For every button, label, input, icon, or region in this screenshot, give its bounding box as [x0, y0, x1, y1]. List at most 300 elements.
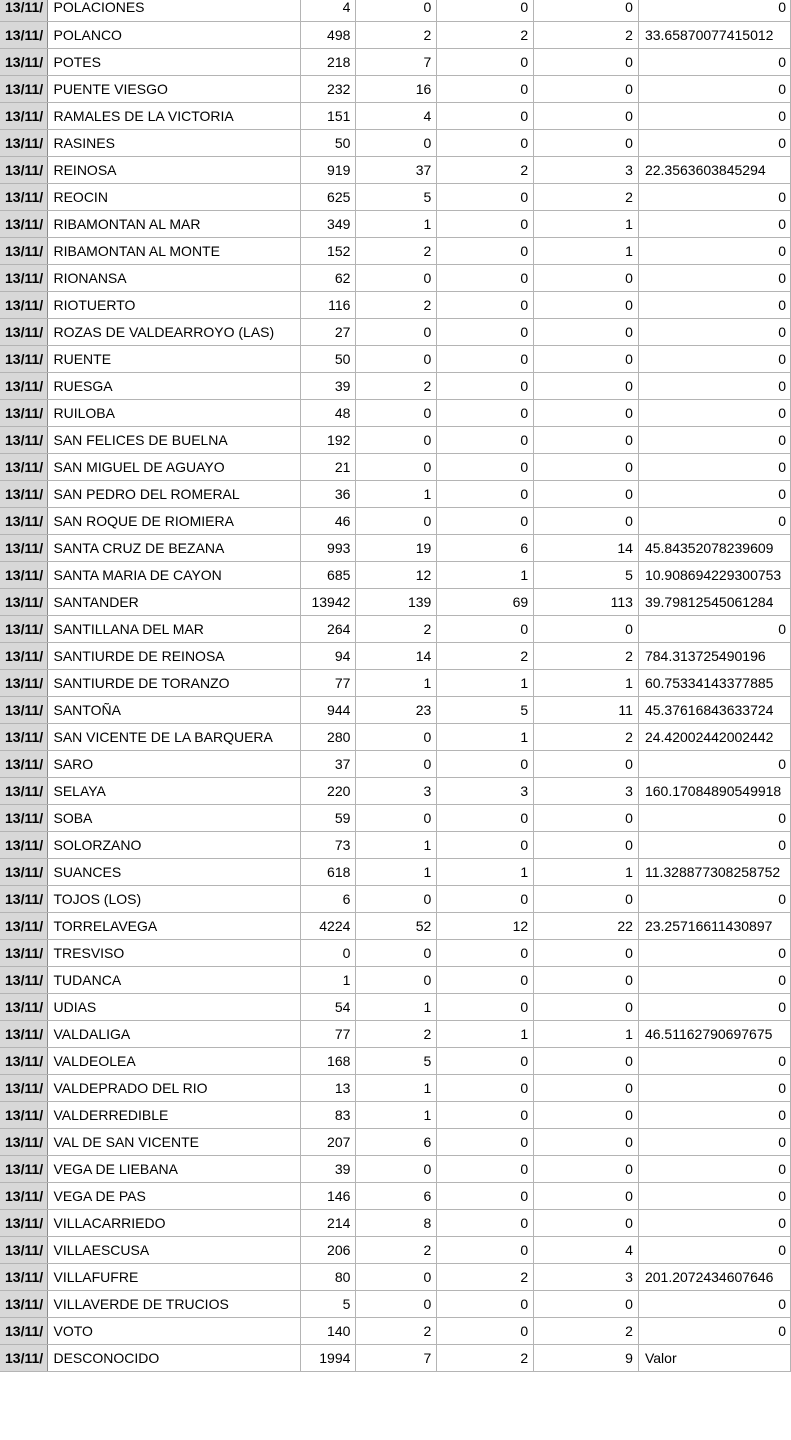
date-cell[interactable]: 13/11/ [0, 426, 48, 453]
rate-cell[interactable]: 0 [638, 507, 790, 534]
value-cell[interactable]: 0 [534, 129, 639, 156]
value-cell[interactable]: 2 [437, 642, 534, 669]
municipality-cell[interactable]: TUDANCA [48, 966, 301, 993]
value-cell[interactable]: 0 [356, 804, 437, 831]
municipality-cell[interactable]: POTES [48, 48, 301, 75]
value-cell[interactable]: 2 [534, 723, 639, 750]
value-cell[interactable]: 1 [534, 237, 639, 264]
municipality-cell[interactable]: VOTO [48, 1317, 301, 1344]
municipality-cell[interactable]: RIBAMONTAN AL MAR [48, 210, 301, 237]
value-cell[interactable]: 0 [437, 426, 534, 453]
rate-cell[interactable]: 0 [638, 885, 790, 912]
value-cell[interactable]: 77 [301, 1020, 356, 1047]
rate-cell[interactable]: 0 [638, 480, 790, 507]
value-cell[interactable]: 2 [356, 291, 437, 318]
value-cell[interactable]: 220 [301, 777, 356, 804]
value-cell[interactable]: 3 [534, 777, 639, 804]
value-cell[interactable]: 0 [534, 615, 639, 642]
municipality-cell[interactable]: VILLACARRIEDO [48, 1209, 301, 1236]
value-cell[interactable]: 69 [437, 588, 534, 615]
value-cell[interactable]: 0 [437, 615, 534, 642]
value-cell[interactable]: 39 [301, 1155, 356, 1182]
date-cell[interactable]: 13/11/ [0, 183, 48, 210]
value-cell[interactable]: 0 [534, 804, 639, 831]
date-cell[interactable]: 13/11/ [0, 966, 48, 993]
municipality-cell[interactable]: VAL DE SAN VICENTE [48, 1128, 301, 1155]
date-cell[interactable]: 13/11/ [0, 48, 48, 75]
municipality-cell[interactable]: RIONANSA [48, 264, 301, 291]
value-cell[interactable]: 52 [356, 912, 437, 939]
value-cell[interactable]: 3 [437, 777, 534, 804]
municipality-cell[interactable]: SUANCES [48, 858, 301, 885]
value-cell[interactable]: 146 [301, 1182, 356, 1209]
municipality-cell[interactable]: RAMALES DE LA VICTORIA [48, 102, 301, 129]
rate-cell[interactable]: 0 [638, 1128, 790, 1155]
value-cell[interactable]: 0 [356, 399, 437, 426]
rate-cell[interactable]: 0 [638, 75, 790, 102]
rate-cell[interactable]: 0 [638, 993, 790, 1020]
value-cell[interactable]: 1 [534, 669, 639, 696]
rate-cell[interactable]: 0 [638, 237, 790, 264]
rate-cell[interactable]: 0 [638, 318, 790, 345]
value-cell[interactable]: 2 [534, 1317, 639, 1344]
value-cell[interactable]: 0 [437, 183, 534, 210]
date-cell[interactable]: 13/11/ [0, 372, 48, 399]
municipality-cell[interactable]: SARO [48, 750, 301, 777]
rate-cell[interactable]: 22.3563603845294 [638, 156, 790, 183]
municipality-cell[interactable]: POLANCO [48, 21, 301, 48]
municipality-cell[interactable]: REOCIN [48, 183, 301, 210]
value-cell[interactable]: 4 [301, 0, 356, 21]
rate-cell[interactable]: Valor [638, 1344, 790, 1371]
value-cell[interactable]: 0 [356, 345, 437, 372]
value-cell[interactable]: 16 [356, 75, 437, 102]
value-cell[interactable]: 1 [356, 210, 437, 237]
value-cell[interactable]: 206 [301, 1236, 356, 1263]
rate-cell[interactable]: 201.2072434607646 [638, 1263, 790, 1290]
value-cell[interactable]: 1 [356, 1101, 437, 1128]
value-cell[interactable]: 37 [301, 750, 356, 777]
value-cell[interactable]: 0 [356, 0, 437, 21]
rate-cell[interactable]: 0 [638, 372, 790, 399]
value-cell[interactable]: 218 [301, 48, 356, 75]
municipality-cell[interactable]: SANTANDER [48, 588, 301, 615]
rate-cell[interactable]: 0 [638, 48, 790, 75]
value-cell[interactable]: 0 [534, 1290, 639, 1317]
date-cell[interactable]: 13/11/ [0, 561, 48, 588]
rate-cell[interactable]: 0 [638, 831, 790, 858]
rate-cell[interactable]: 0 [638, 750, 790, 777]
value-cell[interactable]: 944 [301, 696, 356, 723]
municipality-cell[interactable]: VALDEOLEA [48, 1047, 301, 1074]
value-cell[interactable]: 0 [356, 264, 437, 291]
date-cell[interactable]: 13/11/ [0, 885, 48, 912]
rate-cell[interactable]: 60.75334143377885 [638, 669, 790, 696]
date-cell[interactable]: 13/11/ [0, 399, 48, 426]
value-cell[interactable]: 0 [534, 48, 639, 75]
value-cell[interactable]: 2 [437, 1263, 534, 1290]
rate-cell[interactable]: 0 [638, 345, 790, 372]
value-cell[interactable]: 2 [356, 372, 437, 399]
municipality-cell[interactable]: SOBA [48, 804, 301, 831]
date-cell[interactable]: 13/11/ [0, 1263, 48, 1290]
value-cell[interactable]: 0 [437, 399, 534, 426]
value-cell[interactable]: 1 [437, 723, 534, 750]
municipality-cell[interactable]: SANTOÑA [48, 696, 301, 723]
value-cell[interactable]: 2 [437, 156, 534, 183]
value-cell[interactable]: 0 [534, 1074, 639, 1101]
value-cell[interactable]: 0 [437, 237, 534, 264]
date-cell[interactable]: 13/11/ [0, 588, 48, 615]
rate-cell[interactable]: 39.79812545061284 [638, 588, 790, 615]
value-cell[interactable]: 59 [301, 804, 356, 831]
date-cell[interactable]: 13/11/ [0, 453, 48, 480]
value-cell[interactable]: 0 [437, 1128, 534, 1155]
date-cell[interactable]: 13/11/ [0, 723, 48, 750]
value-cell[interactable]: 1 [534, 210, 639, 237]
value-cell[interactable]: 2 [534, 183, 639, 210]
value-cell[interactable]: 3 [534, 1263, 639, 1290]
value-cell[interactable]: 0 [437, 75, 534, 102]
municipality-cell[interactable]: VILLAFUFRE [48, 1263, 301, 1290]
date-cell[interactable]: 13/11/ [0, 1020, 48, 1047]
value-cell[interactable]: 280 [301, 723, 356, 750]
date-cell[interactable]: 13/11/ [0, 264, 48, 291]
value-cell[interactable]: 0 [356, 939, 437, 966]
value-cell[interactable]: 0 [356, 129, 437, 156]
rate-cell[interactable]: 0 [638, 291, 790, 318]
value-cell[interactable]: 0 [437, 480, 534, 507]
rate-cell[interactable]: 0 [638, 1047, 790, 1074]
value-cell[interactable]: 0 [437, 750, 534, 777]
value-cell[interactable]: 14 [356, 642, 437, 669]
municipality-cell[interactable]: ROZAS DE VALDEARROYO (LAS) [48, 318, 301, 345]
municipality-cell[interactable]: RUESGA [48, 372, 301, 399]
value-cell[interactable]: 2 [356, 1317, 437, 1344]
value-cell[interactable]: 0 [534, 939, 639, 966]
value-cell[interactable]: 1 [534, 858, 639, 885]
value-cell[interactable]: 7 [356, 1344, 437, 1371]
value-cell[interactable]: 625 [301, 183, 356, 210]
date-cell[interactable]: 13/11/ [0, 345, 48, 372]
municipality-cell[interactable]: SAN FELICES DE BUELNA [48, 426, 301, 453]
value-cell[interactable]: 0 [534, 345, 639, 372]
value-cell[interactable]: 12 [356, 561, 437, 588]
value-cell[interactable]: 0 [356, 966, 437, 993]
value-cell[interactable]: 0 [437, 993, 534, 1020]
value-cell[interactable]: 14 [534, 534, 639, 561]
value-cell[interactable]: 1 [301, 966, 356, 993]
value-cell[interactable]: 152 [301, 237, 356, 264]
value-cell[interactable]: 21 [301, 453, 356, 480]
date-cell[interactable]: 13/11/ [0, 1047, 48, 1074]
value-cell[interactable]: 2 [356, 237, 437, 264]
value-cell[interactable]: 0 [437, 453, 534, 480]
rate-cell[interactable]: 784.313725490196 [638, 642, 790, 669]
value-cell[interactable]: 0 [534, 0, 639, 21]
rate-cell[interactable]: 0 [638, 453, 790, 480]
municipality-cell[interactable]: TOJOS (LOS) [48, 885, 301, 912]
value-cell[interactable]: 0 [437, 507, 534, 534]
value-cell[interactable]: 50 [301, 345, 356, 372]
municipality-cell[interactable]: PUENTE VIESGO [48, 75, 301, 102]
rate-cell[interactable]: 24.42002442002442 [638, 723, 790, 750]
value-cell[interactable]: 0 [301, 939, 356, 966]
date-cell[interactable]: 13/11/ [0, 1317, 48, 1344]
date-cell[interactable]: 13/11/ [0, 237, 48, 264]
value-cell[interactable]: 618 [301, 858, 356, 885]
value-cell[interactable]: 1 [356, 1074, 437, 1101]
value-cell[interactable]: 2 [437, 1344, 534, 1371]
municipality-cell[interactable]: TORRELAVEGA [48, 912, 301, 939]
value-cell[interactable]: 8 [356, 1209, 437, 1236]
rate-cell[interactable]: 23.25716611430897 [638, 912, 790, 939]
value-cell[interactable]: 6 [356, 1128, 437, 1155]
value-cell[interactable]: 12 [437, 912, 534, 939]
value-cell[interactable]: 0 [437, 1317, 534, 1344]
date-cell[interactable]: 13/11/ [0, 615, 48, 642]
municipality-cell[interactable]: SELAYA [48, 777, 301, 804]
value-cell[interactable]: 1 [437, 858, 534, 885]
rate-cell[interactable]: 0 [638, 129, 790, 156]
value-cell[interactable]: 1 [356, 858, 437, 885]
value-cell[interactable]: 0 [534, 1155, 639, 1182]
value-cell[interactable]: 0 [437, 1290, 534, 1317]
value-cell[interactable]: 4 [356, 102, 437, 129]
municipality-cell[interactable]: SAN VICENTE DE LA BARQUERA [48, 723, 301, 750]
value-cell[interactable]: 0 [534, 1047, 639, 1074]
value-cell[interactable]: 19 [356, 534, 437, 561]
value-cell[interactable]: 0 [437, 804, 534, 831]
date-cell[interactable]: 13/11/ [0, 1182, 48, 1209]
value-cell[interactable]: 0 [534, 750, 639, 777]
value-cell[interactable]: 5 [437, 696, 534, 723]
value-cell[interactable]: 4 [534, 1236, 639, 1263]
value-cell[interactable]: 0 [437, 1209, 534, 1236]
value-cell[interactable]: 0 [437, 966, 534, 993]
value-cell[interactable]: 113 [534, 588, 639, 615]
value-cell[interactable]: 0 [437, 264, 534, 291]
municipality-cell[interactable]: SANTA CRUZ DE BEZANA [48, 534, 301, 561]
value-cell[interactable]: 0 [356, 750, 437, 777]
value-cell[interactable]: 151 [301, 102, 356, 129]
municipality-cell[interactable]: RUENTE [48, 345, 301, 372]
rate-cell[interactable]: 0 [638, 1209, 790, 1236]
value-cell[interactable]: 4224 [301, 912, 356, 939]
date-cell[interactable]: 13/11/ [0, 534, 48, 561]
rate-cell[interactable]: 0 [638, 399, 790, 426]
value-cell[interactable]: 1 [437, 669, 534, 696]
value-cell[interactable]: 73 [301, 831, 356, 858]
value-cell[interactable]: 0 [437, 1236, 534, 1263]
value-cell[interactable]: 0 [356, 885, 437, 912]
value-cell[interactable]: 0 [534, 480, 639, 507]
rate-cell[interactable]: 10.908694229300753 [638, 561, 790, 588]
value-cell[interactable]: 0 [437, 102, 534, 129]
municipality-cell[interactable]: VEGA DE LIEBANA [48, 1155, 301, 1182]
value-cell[interactable]: 2 [534, 642, 639, 669]
date-cell[interactable]: 13/11/ [0, 1074, 48, 1101]
value-cell[interactable]: 0 [437, 372, 534, 399]
value-cell[interactable]: 168 [301, 1047, 356, 1074]
value-cell[interactable]: 27 [301, 318, 356, 345]
value-cell[interactable]: 0 [534, 75, 639, 102]
value-cell[interactable]: 0 [437, 48, 534, 75]
value-cell[interactable]: 36 [301, 480, 356, 507]
value-cell[interactable]: 139 [356, 588, 437, 615]
date-cell[interactable]: 13/11/ [0, 831, 48, 858]
value-cell[interactable]: 0 [356, 426, 437, 453]
rate-cell[interactable]: 0 [638, 939, 790, 966]
value-cell[interactable]: 0 [356, 318, 437, 345]
value-cell[interactable]: 0 [356, 1155, 437, 1182]
municipality-cell[interactable]: RIBAMONTAN AL MONTE [48, 237, 301, 264]
value-cell[interactable]: 2 [534, 21, 639, 48]
value-cell[interactable]: 498 [301, 21, 356, 48]
rate-cell[interactable]: 0 [638, 966, 790, 993]
rate-cell[interactable]: 33.65870077415012 [638, 21, 790, 48]
value-cell[interactable]: 919 [301, 156, 356, 183]
value-cell[interactable]: 0 [356, 507, 437, 534]
value-cell[interactable]: 83 [301, 1101, 356, 1128]
value-cell[interactable]: 2 [356, 1236, 437, 1263]
value-cell[interactable]: 1 [437, 1020, 534, 1047]
value-cell[interactable]: 993 [301, 534, 356, 561]
value-cell[interactable]: 6 [301, 885, 356, 912]
value-cell[interactable]: 22 [534, 912, 639, 939]
value-cell[interactable]: 0 [534, 1182, 639, 1209]
value-cell[interactable]: 48 [301, 399, 356, 426]
value-cell[interactable]: 0 [534, 426, 639, 453]
date-cell[interactable]: 13/11/ [0, 804, 48, 831]
date-cell[interactable]: 13/11/ [0, 642, 48, 669]
value-cell[interactable]: 1 [534, 1020, 639, 1047]
value-cell[interactable]: 13 [301, 1074, 356, 1101]
value-cell[interactable]: 232 [301, 75, 356, 102]
date-cell[interactable]: 13/11/ [0, 1101, 48, 1128]
value-cell[interactable]: 0 [437, 291, 534, 318]
date-cell[interactable]: 13/11/ [0, 1290, 48, 1317]
value-cell[interactable]: 0 [356, 453, 437, 480]
date-cell[interactable]: 13/11/ [0, 210, 48, 237]
value-cell[interactable]: 6 [437, 534, 534, 561]
date-cell[interactable]: 13/11/ [0, 129, 48, 156]
value-cell[interactable]: 0 [437, 1047, 534, 1074]
rate-cell[interactable]: 0 [638, 804, 790, 831]
value-cell[interactable]: 0 [534, 966, 639, 993]
date-cell[interactable]: 13/11/ [0, 291, 48, 318]
rate-cell[interactable]: 0 [638, 0, 790, 21]
rate-cell[interactable]: 0 [638, 426, 790, 453]
rate-cell[interactable]: 0 [638, 183, 790, 210]
value-cell[interactable]: 1 [356, 669, 437, 696]
value-cell[interactable]: 207 [301, 1128, 356, 1155]
value-cell[interactable]: 5 [534, 561, 639, 588]
value-cell[interactable]: 0 [534, 507, 639, 534]
value-cell[interactable]: 9 [534, 1344, 639, 1371]
rate-cell[interactable]: 0 [638, 1317, 790, 1344]
rate-cell[interactable]: 45.84352078239609 [638, 534, 790, 561]
municipality-cell[interactable]: VEGA DE PAS [48, 1182, 301, 1209]
value-cell[interactable]: 0 [534, 831, 639, 858]
value-cell[interactable]: 46 [301, 507, 356, 534]
value-cell[interactable]: 1 [437, 561, 534, 588]
value-cell[interactable]: 0 [437, 1155, 534, 1182]
rate-cell[interactable]: 0 [638, 210, 790, 237]
value-cell[interactable]: 0 [534, 1101, 639, 1128]
rate-cell[interactable]: 0 [638, 1182, 790, 1209]
value-cell[interactable]: 3 [534, 156, 639, 183]
date-cell[interactable]: 13/11/ [0, 1155, 48, 1182]
value-cell[interactable]: 0 [437, 1074, 534, 1101]
municipality-cell[interactable]: SAN ROQUE DE RIOMIERA [48, 507, 301, 534]
date-cell[interactable]: 13/11/ [0, 993, 48, 1020]
value-cell[interactable]: 54 [301, 993, 356, 1020]
rate-cell[interactable]: 0 [638, 1101, 790, 1128]
date-cell[interactable]: 13/11/ [0, 480, 48, 507]
value-cell[interactable]: 349 [301, 210, 356, 237]
date-cell[interactable]: 13/11/ [0, 777, 48, 804]
value-cell[interactable]: 5 [356, 183, 437, 210]
municipality-cell[interactable]: VILLAVERDE DE TRUCIOS [48, 1290, 301, 1317]
rate-cell[interactable]: 160.17084890549918 [638, 777, 790, 804]
municipality-cell[interactable]: TRESVISO [48, 939, 301, 966]
municipality-cell[interactable]: VALDEPRADO DEL RIO [48, 1074, 301, 1101]
rate-cell[interactable]: 0 [638, 264, 790, 291]
value-cell[interactable]: 2 [356, 615, 437, 642]
value-cell[interactable]: 0 [356, 1263, 437, 1290]
value-cell[interactable]: 0 [437, 0, 534, 21]
value-cell[interactable]: 23 [356, 696, 437, 723]
value-cell[interactable]: 1 [356, 993, 437, 1020]
value-cell[interactable]: 0 [437, 1101, 534, 1128]
value-cell[interactable]: 214 [301, 1209, 356, 1236]
rate-cell[interactable]: 0 [638, 1236, 790, 1263]
value-cell[interactable]: 37 [356, 156, 437, 183]
date-cell[interactable]: 13/11/ [0, 0, 48, 21]
municipality-cell[interactable]: SAN PEDRO DEL ROMERAL [48, 480, 301, 507]
municipality-cell[interactable]: SANTA MARIA DE CAYON [48, 561, 301, 588]
date-cell[interactable]: 13/11/ [0, 1128, 48, 1155]
value-cell[interactable]: 0 [437, 1182, 534, 1209]
municipality-cell[interactable]: POLACIONES [48, 0, 301, 21]
municipality-cell[interactable]: SANTIURDE DE TORANZO [48, 669, 301, 696]
value-cell[interactable]: 5 [356, 1047, 437, 1074]
date-cell[interactable]: 13/11/ [0, 318, 48, 345]
date-cell[interactable]: 13/11/ [0, 696, 48, 723]
municipality-cell[interactable]: SOLORZANO [48, 831, 301, 858]
date-cell[interactable]: 13/11/ [0, 1236, 48, 1263]
value-cell[interactable]: 2 [356, 1020, 437, 1047]
municipality-cell[interactable]: RIOTUERTO [48, 291, 301, 318]
value-cell[interactable]: 6 [356, 1182, 437, 1209]
value-cell[interactable]: 11 [534, 696, 639, 723]
value-cell[interactable]: 0 [437, 318, 534, 345]
municipality-cell[interactable]: VALDERREDIBLE [48, 1101, 301, 1128]
date-cell[interactable]: 13/11/ [0, 1344, 48, 1371]
value-cell[interactable]: 0 [437, 210, 534, 237]
value-cell[interactable]: 77 [301, 669, 356, 696]
value-cell[interactable]: 0 [534, 453, 639, 480]
value-cell[interactable]: 0 [437, 129, 534, 156]
rate-cell[interactable]: 11.328877308258752 [638, 858, 790, 885]
value-cell[interactable]: 0 [534, 264, 639, 291]
rate-cell[interactable]: 0 [638, 1155, 790, 1182]
municipality-cell[interactable]: DESCONOCIDO [48, 1344, 301, 1371]
value-cell[interactable]: 3 [356, 777, 437, 804]
value-cell[interactable]: 0 [534, 399, 639, 426]
municipality-cell[interactable]: REINOSA [48, 156, 301, 183]
